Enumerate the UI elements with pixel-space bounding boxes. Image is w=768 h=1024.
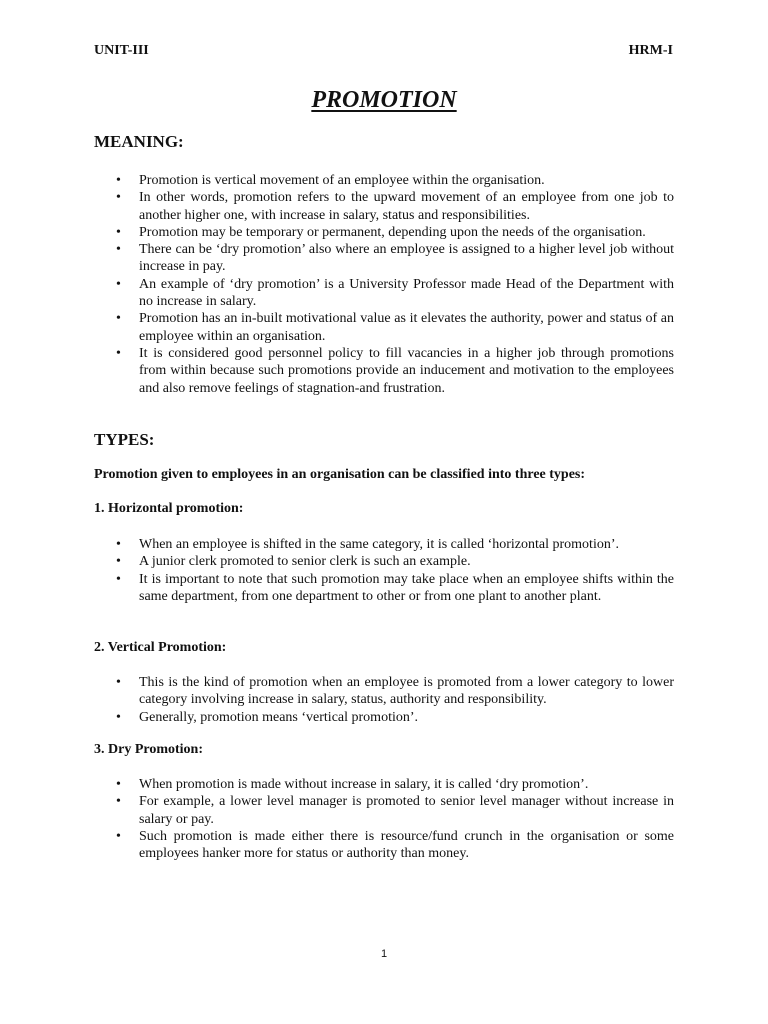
page-title: PROMOTION	[311, 87, 457, 113]
meaning-list	[110, 172, 674, 397]
list-item: • A junior clerk promoted to senior clerk is such an example.	[110, 553, 674, 570]
horizontal-promotion-list	[110, 536, 674, 605]
list-item: • There can be ‘dry promotion’ also where an employee is assigned to a higher level job without increase in pay.	[110, 241, 674, 276]
list-item: • Promotion has an in-built motivational value as it elevates the authority, power and status of an employee within an organisation.	[110, 310, 674, 345]
list-item: • This is the kind of promotion when an employee is promoted from a lower category to lower category involving increase in salary, status, authority and responsibility.	[110, 674, 674, 709]
horizontal-promotion-heading: 1. Horizontal promotion:	[94, 501, 244, 516]
list-item: • Promotion is vertical movement of an employee within the organisation.	[110, 172, 674, 189]
page-number: 1	[380, 948, 388, 960]
meaning-heading: MEANING:	[94, 132, 184, 151]
list-item: • For example, a lower level manager is promoted to senior level manager without increase in salary or pay.	[110, 793, 674, 828]
list-item: • It is considered good personnel policy to fill vacancies in a higher job through promotions from within because such promotions provide an inducement and motivation to the employees and also remove feelings of stagnation-and frustration.	[110, 345, 674, 397]
list-item: • When promotion is made without increase in salary, it is called ‘dry promotion’.	[110, 776, 674, 793]
list-item: • Generally, promotion means ‘vertical promotion’.	[110, 709, 674, 726]
list-item: • An example of ‘dry promotion’ is a University Professor made Head of the Department with no increase in salary.	[110, 276, 674, 311]
vertical-promotion-heading: 2. Vertical Promotion:	[94, 640, 227, 655]
types-heading: TYPES:	[94, 430, 155, 449]
types-intro: Promotion given to employees in an organisation can be classified into three types:	[94, 467, 586, 482]
vertical-promotion-list	[110, 674, 674, 726]
list-item: • In other words, promotion refers to the upward movement of an employee from one job to another higher one, with increase in salary, status and responsibilities.	[110, 189, 674, 224]
list-item: • It is important to note that such promotion may take place when an employee shifts within the same department, from one department to other or from one plant to another plant.	[110, 571, 674, 606]
header-unit: UNIT-III	[94, 43, 149, 58]
header-course: HRM-I	[628, 43, 673, 58]
dry-promotion-heading: 3. Dry Promotion:	[94, 742, 203, 757]
list-item: • When an employee is shifted in the same category, it is called ‘horizontal promotion’.	[110, 536, 674, 553]
list-item: • Promotion may be temporary or permanent, depending upon the needs of the organisation.	[110, 224, 674, 241]
dry-promotion-list	[110, 776, 674, 862]
list-item: • Such promotion is made either there is resource/fund crunch in the organisation or some employees hanker more for status or authority than money.	[110, 828, 674, 863]
